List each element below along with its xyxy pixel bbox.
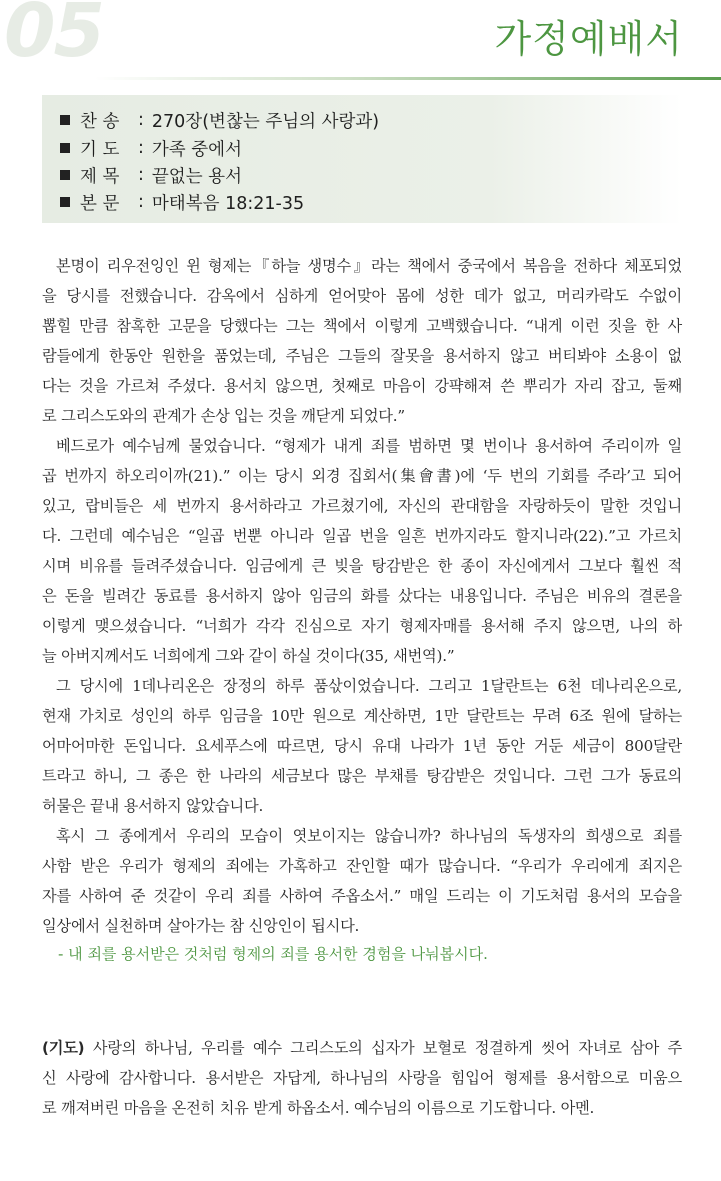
- body-line: 늘 아버지께서도 너희에게 그와 같이 하실 것이다(35, 새번역).”: [42, 647, 455, 665]
- body-line: 곱 번까지 하오리이까(21).” 이는 당시 외경 집회서(集會書)에 ‘두 번의 기회를 주라’고 되어: [42, 467, 682, 485]
- body-line: 을 당시를 전했습니다. 감옥에서 심하게 얻어맞아 몸에 성한 데가 없고, 머리카락도 수없이: [42, 287, 682, 305]
- body-line: 뽑힐 만큼 참혹한 고문을 당했다는 그는 책에서 이렇게 고백했습니다. “내게 이런 짓을 한 사: [42, 317, 682, 335]
- prayer-text: 사랑의 하나님, 우리를 예수 그리스도의 십자가 보혈로 정결하게 씻어 자녀로 삼아 주: [84, 1039, 682, 1057]
- body-line: 시며 비유를 들려주셨습니다. 임금에게 큰 빚을 탕감받은 한 종이 자신에게서 그보다 훨씬 적: [42, 557, 682, 575]
- application-question: - 내 죄를 용서받은 것처럼 형제의 죄를 용서한 경험을 나눠봅시다.: [58, 945, 488, 963]
- body-line: 있고, 랍비들은 세 번까지 용서하라고 가르쳤기에, 자신의 관대함을 자랑하듯이 말한 것입니: [42, 497, 682, 515]
- info-row-hymn: 찬 송 : 270장(변찮는 주님의 사랑과): [60, 107, 379, 133]
- body-line: 다는 것을 가르쳐 주셨다. 용서치 않으면, 첫째로 마음이 강퍅해져 쓴 뿌리가 자리 잡고, 둘째: [42, 377, 682, 395]
- page-title: 가정예배서: [494, 17, 683, 61]
- body-line: 은 돈을 빌려간 동료를 용서하지 않아 임금의 화를 샀다는 내용입니다. 주님은 비유의 결론을: [42, 587, 682, 605]
- body-line: 혹시 그 종에게서 우리의 모습이 엿보이지는 않습니까? 하나님의 독생자의 희생으로 죄를: [56, 827, 682, 845]
- body-line: 자를 사하여 준 것같이 우리 죄를 사하여 주옵소서.” 매일 드리는 이 기도처럼 용서의 모습을: [42, 887, 682, 905]
- bullet-square-icon: [60, 170, 70, 180]
- bullet-square-icon: [60, 197, 70, 207]
- body-line: 베드로가 예수님께 물었습니다. “형제가 내게 죄를 범하면 몇 번이나 용서하여 주리이까 일: [56, 437, 682, 455]
- info-label: 찬 송: [80, 111, 120, 132]
- info-value: 가족 중에서: [151, 139, 242, 160]
- body-line: 람들에게 한동안 원한을 품었는데, 주님은 그들의 잘못을 용서하지 않고 버티봐야 소용이 없: [42, 347, 682, 365]
- info-value: 마태복음 18:21-35: [151, 193, 305, 214]
- body-line: 일상에서 실천하며 살아가는 참 신앙인이 됩시다.: [42, 917, 360, 935]
- body-line: 트라고 하니, 그 종은 한 나라의 세금보다 많은 부채를 탕감받은 것입니다. 그런 그가 동료의: [42, 767, 682, 785]
- info-value: 270장(변찮는 주님의 사랑과): [151, 111, 380, 132]
- body-line: 로 그리스도와의 관계가 손상 입는 것을 깨닫게 되었다.”: [42, 407, 405, 425]
- info-label: 기 도: [80, 139, 120, 160]
- page-header: [0, 0, 721, 80]
- body-line: 이렇게 맺으셨습니다. “너희가 각각 진심으로 자기 형제자매를 용서해 주지 않으면, 나의 하: [42, 617, 682, 635]
- info-row-subject: 제 목 : 끝없는 용서: [60, 162, 242, 188]
- header-rule: [95, 77, 721, 80]
- body-line: 다. 그런데 예수님은 “일곱 번뿐 아니라 일곱 번을 일흔 번까지라도 할지니라(22).”고 가르치: [42, 527, 682, 545]
- info-row-scripture: 본 문 : 마태복음 18:21-35: [60, 189, 304, 215]
- body-line: 허물은 끝내 용서하지 않았습니다.: [42, 797, 264, 815]
- info-row-prayer: 기 도 : 가족 중에서: [60, 135, 242, 161]
- info-value: 끝없는 용서: [151, 166, 242, 187]
- body-line: 본명이 리우전잉인 윈 형제는『하늘 생명수』라는 책에서 중국에서 복음을 전하다 체포되었: [56, 257, 682, 275]
- prayer-tag: (기도): [42, 1039, 85, 1057]
- body-line: 어마어마한 돈입니다. 요세푸스에 따르면, 당시 유대 나라가 1년 동안 거둔 세금이 800달란: [42, 737, 682, 755]
- prayer-line: 로 깨져버린 마음을 온전히 치유 받게 하옵소서. 예수님의 이름으로 기도합니다. 아멘.: [42, 1099, 595, 1117]
- bullet-square-icon: [60, 143, 70, 153]
- body-line: 사함 받은 우리가 형제의 죄에는 가혹하고 잔인할 때가 많습니다. “우리가 우리에게 죄지은: [42, 857, 682, 875]
- body-line: 현재 가치로 성인의 하루 임금을 10만 원으로 계산하면, 1만 달란트는 무려 6조 원에 달하는: [42, 707, 682, 725]
- body-line: 그 당시에 1데나리온은 장정의 하루 품삯이었습니다. 그리고 1달란트는 6천 데나리온으로,: [56, 677, 682, 695]
- prayer-line: 신 사랑에 감사합니다. 용서받은 자답게, 하나님의 사랑을 힘입어 형제를 용서함으로 미움으: [42, 1069, 682, 1087]
- info-label: 본 문: [80, 193, 120, 214]
- prayer-line: [42, 1033, 682, 1063]
- info-label: 제 목: [80, 166, 120, 187]
- bullet-square-icon: [60, 115, 70, 125]
- page-number: 05: [4, 0, 103, 74]
- worship-info-box: [42, 95, 682, 223]
